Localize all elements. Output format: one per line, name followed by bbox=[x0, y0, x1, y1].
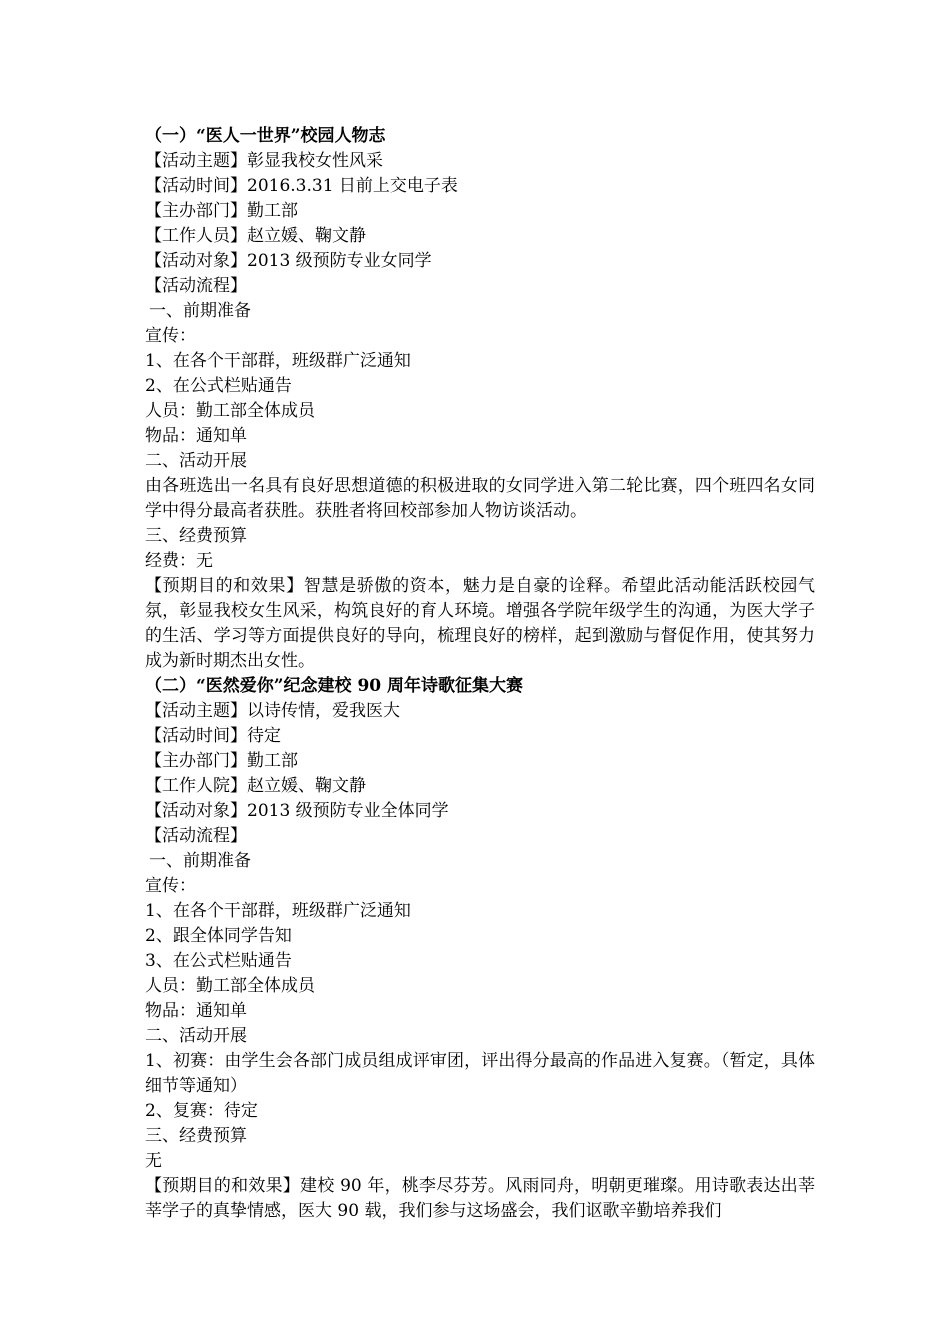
section-2-budget-heading: 三、经费预算 bbox=[145, 1126, 247, 1146]
section-1-budget-heading: 三、经费预算 bbox=[145, 526, 247, 546]
section-2-budget-value: 无 bbox=[145, 1151, 162, 1171]
section-2-publicity-item-2: 2、跟全体同学告知 bbox=[145, 926, 292, 946]
section-1-activity-heading: 二、活动开展 bbox=[145, 451, 247, 471]
section-2-materials: 物品：通知单 bbox=[145, 1001, 247, 1021]
section-2-final-round: 2、复赛：待定 bbox=[145, 1101, 258, 1121]
section-1-publicity-item-1: 1、在各个干部群，班级群广泛通知 bbox=[145, 351, 411, 371]
section-2-activity-heading: 二、活动开展 bbox=[145, 1026, 247, 1046]
section-1-budget-value: 经费：无 bbox=[145, 551, 213, 571]
section-2-publicity-label: 宣传： bbox=[145, 876, 196, 896]
section-1-process-label: 【活动流程】 bbox=[145, 276, 247, 296]
section-1-activity-paragraph: 由各班选出一名具有良好思想道德的积极进取的女同学进入第二轮比赛，四个班四名女同学中得分最高者获胜。获胜者将回校部参加人物访谈活动。 bbox=[145, 476, 815, 521]
section-2-prep-heading: 一、前期准备 bbox=[149, 851, 251, 871]
section-2-publicity-item-1: 1、在各个干部群，班级群广泛通知 bbox=[145, 901, 411, 921]
section-1-publicity-item-2: 2、在公式栏贴通告 bbox=[145, 376, 292, 396]
section-1-publicity-label: 宣传： bbox=[145, 326, 196, 346]
section-1-department: 【主办部门】勤工部 bbox=[145, 201, 298, 221]
section-2-heading: （二）“医然爱你”纪念建校 90 周年诗歌征集大赛 bbox=[145, 676, 524, 696]
section-2-target: 【活动对象】2013 级预防专业全体同学 bbox=[145, 801, 449, 821]
section-2-process-label: 【活动流程】 bbox=[145, 826, 247, 846]
section-1-theme: 【活动主题】彰显我校女性风采 bbox=[145, 151, 383, 171]
section-1-target: 【活动对象】2013 级预防专业女同学 bbox=[145, 251, 432, 271]
section-2-staff: 【工作人院】赵立媛、鞠文静 bbox=[145, 776, 366, 796]
section-2-department: 【主办部门】勤工部 bbox=[145, 751, 298, 771]
section-1-materials: 物品：通知单 bbox=[145, 426, 247, 446]
section-2-preliminary-paragraph: 1、初赛：由学生会各部门成员组成评审团，评出得分最高的作品进入复赛。（暂定，具体细节等通知） bbox=[145, 1051, 815, 1096]
section-1-staff: 【工作人员】赵立媛、鞠文静 bbox=[145, 226, 366, 246]
section-2-goal-paragraph: 【预期目的和效果】建校 90 年，桃李尽芬芳。风雨同舟，明朝更璀璨。用诗歌表达出莘莘学子的真挚情感，医大 90 载，我们参与这场盛会，我们讴歌辛勤培养我们 bbox=[145, 1176, 815, 1221]
section-1-goal-paragraph: 【预期目的和效果】智慧是骄傲的资本，魅力是自豪的诠释。希望此活动能活跃校园气氛，彰显我校女生风采，构筑良好的育人环境。增强各学院年级学生的沟通，为医大学子的生活、学习等方面提供良好的导向，梳理良好的榜样，起到激励与督促作用，使其努力成为新时期杰出女性。 bbox=[145, 576, 815, 671]
section-1-prep-heading: 一、前期准备 bbox=[149, 301, 251, 321]
section-1-time: 【活动时间】2016.3.31 日前上交电子表 bbox=[145, 176, 458, 196]
section-2-personnel: 人员：勤工部全体成员 bbox=[145, 976, 315, 996]
section-1-personnel: 人员：勤工部全体成员 bbox=[145, 401, 315, 421]
section-2-publicity-item-3: 3、在公式栏贴通告 bbox=[145, 951, 292, 971]
section-1-heading: （一）“医人一世界”校园人物志 bbox=[145, 126, 386, 146]
section-2-theme: 【活动主题】以诗传情，爱我医大 bbox=[145, 701, 400, 721]
section-2-time: 【活动时间】待定 bbox=[145, 726, 281, 746]
document-page bbox=[145, 124, 815, 1224]
